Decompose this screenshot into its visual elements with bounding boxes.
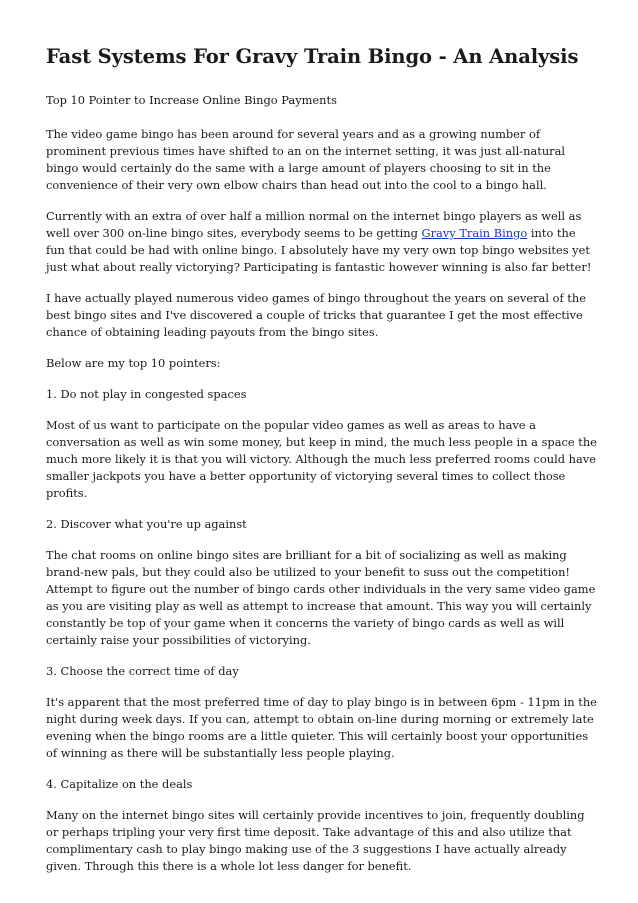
pointer-heading-2: 2. Discover what you're up against — [46, 517, 247, 531]
document-title: Fast Systems For Gravy Train Bingo - An Analysis — [46, 45, 579, 68]
paragraph-players — [46, 208, 598, 276]
paragraph-experience: I have actually played numerous video games of bingo throughout the years on several of the best bingo sites and I've discovered a couple of tricks that guarantee I get the most effective chance of obtaining leading payouts from the bingo sites. — [46, 291, 586, 339]
paragraph-pointer-1: Most of us want to participate on the popular video games as well as areas to have a conversation as well as win some money, but keep in mind, the much less people in a space the much more likely it is that you will victory. Although the much less preferred rooms could have smaller jackpots you have a better opportunity of victorying several times to collect those profits. — [46, 418, 597, 500]
pointer-heading-3: 3. Choose the correct time of day — [46, 664, 239, 678]
paragraph-pointer-2: The chat rooms on online bingo sites are brilliant for a bit of socializing as well as making brand-new pals, but they could also be utilized to your benefit to suss out the competition! Attempt to figure out the number of bingo cards other individuals in the very same video game as you are visiting play as well as attempt to increase that amount. This way you will certainly constantly be top of your game when it concerns the variety of bingo cards as well as will certainly raise your possibilities of victorying. — [46, 548, 596, 647]
document-subtitle: Top 10 Pointer to Increase Online Bingo Payments — [46, 93, 337, 107]
document-page — [46, 44, 598, 889]
paragraph-pointer-3: It's apparent that the most preferred time of day to play bingo is in between 6pm - 11pm in the night during week days. If you can, attempt to obtain on-line during morning or extremely late evening when the bingo rooms are a little quieter. This will certainly boost your opportunities of winning as there will be substantially less people playing. — [46, 695, 597, 760]
pointer-heading-1: 1. Do not play in congested spaces — [46, 387, 247, 401]
pointer-heading-4: 4. Capitalize on the deals — [46, 777, 193, 791]
gravy-train-bingo-link[interactable]: Gravy Train Bingo — [421, 226, 528, 240]
paragraph-intro: The video game bingo has been around for several years and as a growing number of prominent previous times have shifted to an on the internet setting, it was just all-natural bingo would certainly do the same with a large amount of players choosing to sit in the convenience of their very own elbow chairs than head out into the cool to a bingo hall. — [46, 127, 566, 192]
paragraph-text: Currently with an extra of over half a million normal on the internet bingo players as well as well over 300 on-line bingo sites, everybody seems to be getting — [46, 209, 582, 240]
paragraph-pointer-4: Many on the internet bingo sites will certainly provide incentives to join, frequently doubling or perhaps tripling your very first time deposit. Take advantage of this and also utilize that complimentary cash to play bingo making use of the 3 suggestions I have actually already given. Through this there is a whole lot less danger for benefit. — [46, 808, 585, 873]
paragraph-text: into the fun that could be had with online bingo. I absolutely have my very own top bingo websites yet just what about really victorying? Participating is fantastic however winning is also far better! — [46, 226, 592, 274]
paragraph-pointers-intro: Below are my top 10 pointers: — [46, 356, 221, 370]
